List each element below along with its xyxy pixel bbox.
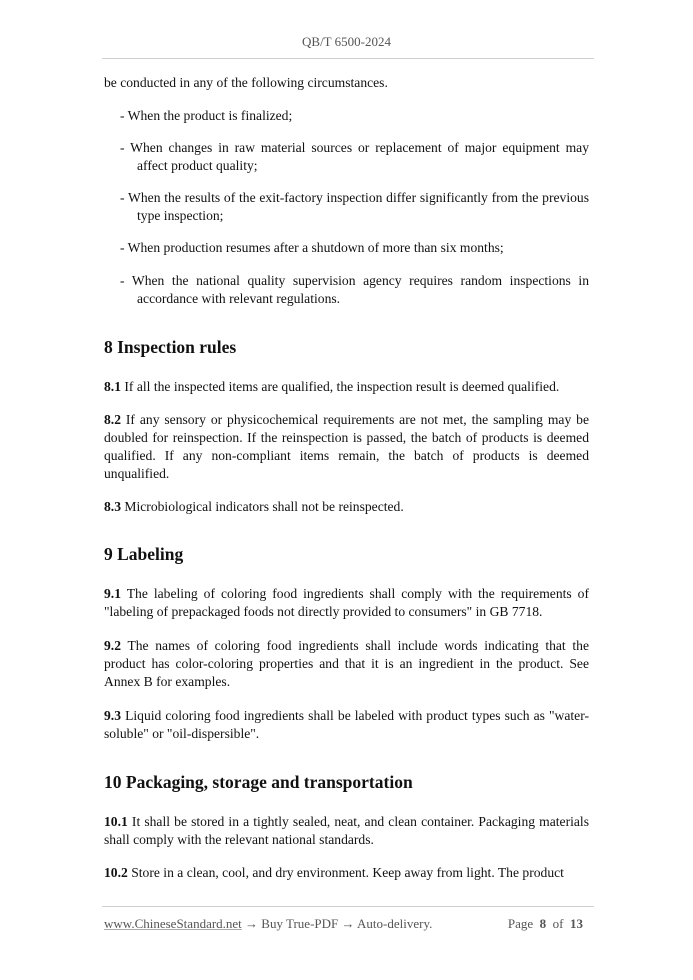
bullet-item: - When the product is finalized;	[120, 108, 293, 123]
of-label: of	[552, 916, 564, 931]
buy-text: Buy True-PDF	[261, 916, 339, 931]
clause-number: 10.1	[104, 814, 128, 829]
header-divider	[102, 58, 594, 59]
bullet-item: - When the national quality supervision agency requires random inspections in accordance with relevant regulations.	[120, 273, 589, 306]
clause	[104, 637, 589, 691]
bullet-item: - When production resumes after a shutdown of more than six months;	[120, 240, 504, 255]
clause-text: Liquid coloring food ingredients shall be labeled with product types such as "water-soluble" or "oil-dispersible".	[104, 708, 589, 741]
clause	[104, 411, 589, 483]
clause-text: The names of coloring food ingredients shall include words indicating that the product has color-coloring properties and that it is an ingredient in the product. See Annex B for examples.	[104, 638, 589, 689]
bullet-item: - When the results of the exit-factory inspection differ significantly from the previous type inspection;	[120, 190, 589, 223]
delivery-text: Auto-delivery.	[357, 916, 433, 931]
clause-text: The labeling of coloring food ingredients shall comply with the requirements of "labeling of prepackaged foods not directly provided to consumers" in GB 7718.	[104, 586, 589, 619]
clause-number: 9.1	[104, 586, 121, 601]
clause-number: 10.2	[104, 865, 128, 880]
clause-number: 9.2	[104, 638, 121, 653]
section-heading: 8 Inspection rules	[104, 337, 237, 357]
clause-text: Microbiological indicators shall not be reinspected.	[124, 499, 404, 514]
intro-paragraph: be conducted in any of the following circumstances.	[104, 75, 388, 90]
page-indicator	[508, 916, 583, 932]
document-header: QB/T 6500-2024	[302, 34, 391, 49]
section-heading: 9 Labeling	[104, 544, 184, 564]
clause-text: Store in a clean, cool, and dry environment. Keep away from light. The product	[131, 865, 564, 880]
clause	[104, 864, 589, 882]
arrow-icon: →	[341, 916, 355, 931]
clause	[104, 813, 589, 849]
page-label: Page	[507, 916, 534, 931]
clause-text: If all the inspected items are qualified, the inspection result is deemed qualified.	[124, 379, 560, 394]
footer-promo	[104, 916, 432, 932]
arrow-icon: →	[245, 916, 259, 931]
section-heading: 10 Packaging, storage and transportation	[104, 772, 413, 792]
clause-number: 8.1	[104, 379, 121, 394]
clause	[104, 585, 589, 621]
clause-text: If any sensory or physicochemical requirements are not met, the sampling may be doubled for reinspection. If the reinspection is passed, the batch of products is deemed qualified. If any non-compliant items remain, the batch of products is deemed unqualified.	[104, 412, 589, 481]
footer-divider	[102, 906, 594, 907]
clause-text: It shall be stored in a tightly sealed, neat, and clean container. Packaging materials shall comply with the relevant national standards.	[104, 814, 589, 847]
total-pages: 13	[570, 916, 583, 931]
clause-number: 8.3	[104, 499, 121, 514]
clause-number: 8.2	[104, 412, 121, 427]
website-link[interactable]: www.ChineseStandard.net	[104, 916, 242, 931]
bullet-item: - When changes in raw material sources or replacement of major equipment may affect product quality;	[120, 140, 589, 173]
clause	[104, 378, 589, 396]
current-page: 8	[539, 916, 547, 931]
clause-number: 9.3	[104, 708, 121, 723]
clause	[104, 707, 589, 743]
clause	[104, 498, 589, 516]
